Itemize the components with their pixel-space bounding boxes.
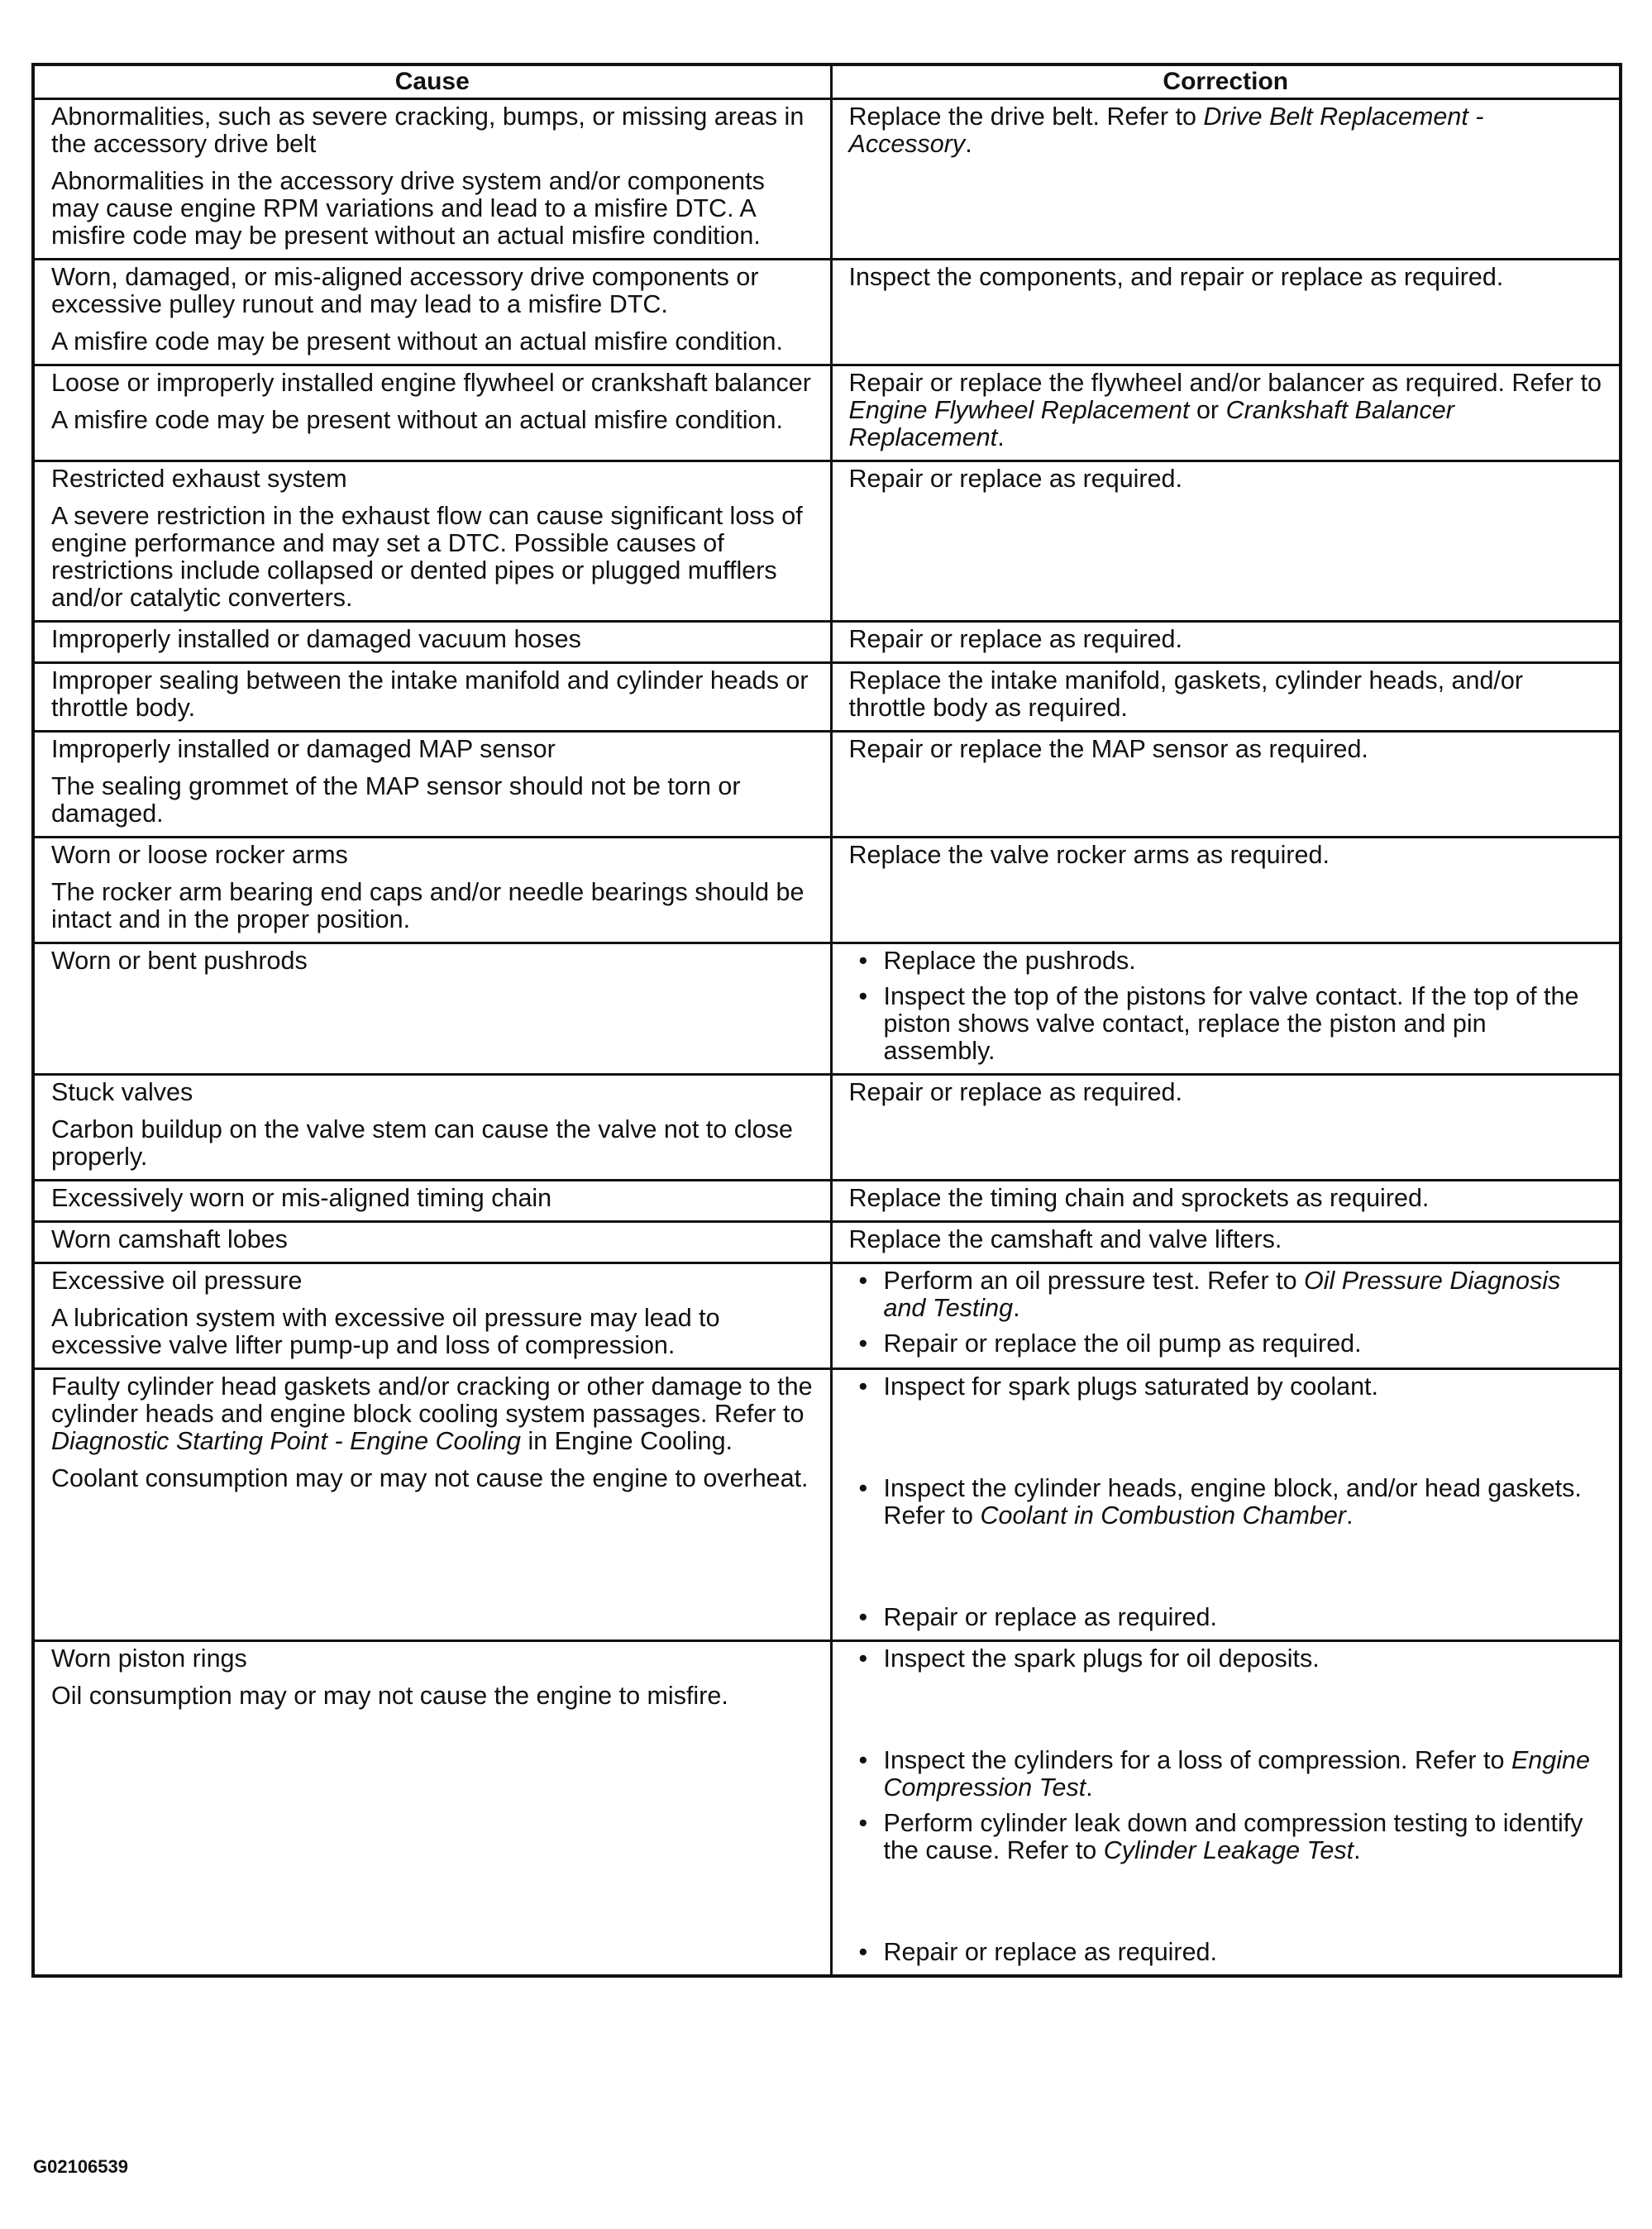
table-row xyxy=(33,622,1621,663)
list-item xyxy=(884,1267,1605,1322)
cause-title: Worn, damaged, or mis-aligned accessory drive components or excessive pulley runout and may lead to a misfire DTC. xyxy=(51,263,759,318)
bullet-text: Perform an oil pressure test. Refer to xyxy=(883,1267,1305,1295)
reference-link[interactable]: Drive Belt Replacement - Accessory xyxy=(848,103,1484,158)
cause-cell xyxy=(33,99,831,260)
cause-note: Carbon buildup on the valve stem can cause the valve not to close properly. xyxy=(51,1115,793,1171)
cause-title: Excessively worn or mis-aligned timing chain xyxy=(51,1184,552,1212)
cause-note: The rocker arm bearing end caps and/or needle bearings should be intact and in the proper position. xyxy=(51,878,805,933)
spacer xyxy=(884,1873,1605,1931)
cause-title: Abnormalities, such as severe cracking, bumps, or missing areas in the accessory drive belt xyxy=(51,103,805,158)
list-item: • Replace the pushrods. xyxy=(884,947,1605,975)
cause-note: A lubrication system with excessive oil pressure may lead to excessive valve lifter pump-up and loss of compression. xyxy=(51,1304,720,1359)
cause-tail: in Engine Cooling. xyxy=(520,1427,733,1455)
correction-cell xyxy=(831,943,1621,1075)
table-row xyxy=(33,1181,1621,1222)
spacer xyxy=(884,1538,1605,1596)
reference-link[interactable]: Engine Compression Test xyxy=(883,1746,1590,1802)
cause-note: The sealing grommet of the MAP sensor should not be torn or damaged. xyxy=(51,772,741,828)
correction-cell: Repair or replace as required. xyxy=(831,1075,1621,1181)
cause-title: Excessive oil pressure xyxy=(51,1267,303,1295)
correction-cell: Repair or replace the MAP sensor as required. xyxy=(831,732,1621,838)
cause-title: Stuck valves xyxy=(51,1078,193,1106)
list-item xyxy=(884,1747,1605,1802)
reference-link[interactable]: Crankshaft Balancer Replacement xyxy=(848,396,1454,451)
spacer xyxy=(884,1681,1605,1739)
cause-cell xyxy=(33,365,831,461)
cause-title: Improper sealing between the intake manifold and cylinder heads or throttle body. xyxy=(51,666,809,722)
cause-cell xyxy=(33,260,831,365)
cause-note: Abnormalities in the accessory drive system and/or components may cause engine RPM variations and lead to a misfire DTC. A misfire code may be present without an actual misfire condition. xyxy=(51,167,765,250)
correction-list xyxy=(849,1373,1605,1631)
table-row xyxy=(33,732,1621,838)
cause-cell xyxy=(33,838,831,943)
list-item xyxy=(884,1475,1605,1530)
cause-cell xyxy=(33,1641,831,1977)
list-item: • Inspect for spark plugs saturated by coolant. xyxy=(884,1373,1605,1401)
table-row xyxy=(33,365,1621,461)
reference-link[interactable]: Oil Pressure Diagnosis and Testing xyxy=(883,1267,1561,1322)
list-item: • Repair or replace the oil pump as required. xyxy=(884,1330,1605,1358)
cause-cell xyxy=(33,732,831,838)
table-row xyxy=(33,461,1621,622)
cause-title: Worn or bent pushrods xyxy=(51,947,308,975)
correction-cell xyxy=(831,1369,1621,1641)
cause-cell xyxy=(33,663,831,732)
bullet-text: Inspect the cylinder heads, engine block, and/or head gaskets. Refer to xyxy=(883,1474,1582,1530)
cause-title xyxy=(51,1373,815,1455)
table-row xyxy=(33,260,1621,365)
cause-correction-table xyxy=(31,63,1622,1978)
reference-link[interactable]: Engine Flywheel Replacement xyxy=(848,396,1190,424)
bullet-text: Inspect the cylinders for a loss of compression. Refer to xyxy=(883,1746,1511,1774)
cause-cell xyxy=(33,1222,831,1263)
correction-cell: Inspect the components, and repair or replace as required. xyxy=(831,260,1621,365)
cause-note: A severe restriction in the exhaust flow can cause significant loss of engine performance and may set a DTC. Possible causes of restrictions include collapsed or dented pipes or plugged mufflers and/or catalytic converters. xyxy=(51,502,803,612)
correction-cell: Repair or replace as required. xyxy=(831,622,1621,663)
cause-cell xyxy=(33,461,831,622)
cause-cell xyxy=(33,1263,831,1369)
list-item xyxy=(884,1810,1605,1864)
list-item: • Inspect the spark plugs for oil deposits. xyxy=(884,1645,1605,1673)
list-item: • Repair or replace as required. xyxy=(884,1939,1605,1966)
correction-tail: . xyxy=(997,423,1005,451)
reference-link[interactable]: Diagnostic Starting Point - Engine Cooling xyxy=(51,1427,521,1455)
table-row xyxy=(33,1641,1621,1977)
cause-title: Worn or loose rocker arms xyxy=(51,841,348,869)
bullet-tail: . xyxy=(1345,1501,1354,1530)
correction-cell: Replace the intake manifold, gaskets, cylinder heads, and/or throttle body as required. xyxy=(831,663,1621,732)
bullet-text: Perform cylinder leak down and compression testing to identify the cause. Refer to xyxy=(883,1809,1583,1864)
correction-text: Replace the drive belt. Refer to xyxy=(848,103,1204,131)
bullet-tail: . xyxy=(1354,1836,1361,1864)
reference-link[interactable]: Coolant in Combustion Chamber xyxy=(980,1501,1346,1530)
correction-cell xyxy=(831,1263,1621,1369)
cause-title: Worn piston rings xyxy=(51,1644,247,1673)
list-item: • Repair or replace as required. xyxy=(884,1604,1605,1631)
table-row xyxy=(33,663,1621,732)
cause-cell xyxy=(33,1181,831,1222)
column-header-cause: Cause xyxy=(33,64,831,99)
cause-note: Coolant consumption may or may not cause the engine to overheat. xyxy=(51,1464,809,1492)
table-row xyxy=(33,1222,1621,1263)
cause-note: A misfire code may be present without an actual misfire condition. xyxy=(51,327,783,356)
cause-title: Improperly installed or damaged vacuum hoses xyxy=(51,625,581,653)
table-row xyxy=(33,838,1621,943)
table-row xyxy=(33,943,1621,1075)
column-header-correction: Correction xyxy=(831,64,1621,99)
correction-cell: Replace the valve rocker arms as required. xyxy=(831,838,1621,943)
table-row xyxy=(33,1369,1621,1641)
correction-cell: Replace the camshaft and valve lifters. xyxy=(831,1222,1621,1263)
cause-title: Restricted exhaust system xyxy=(51,465,347,493)
cause-note: A misfire code may be present without an actual misfire condition. xyxy=(51,406,783,434)
cause-title: Worn camshaft lobes xyxy=(51,1225,288,1253)
correction-cell: Replace the timing chain and sprockets as required. xyxy=(831,1181,1621,1222)
figure-code: G02106539 xyxy=(33,2156,128,2177)
cause-cell xyxy=(33,1369,831,1641)
correction-cell xyxy=(831,99,1621,260)
correction-text: Repair or replace the flywheel and/or balancer as required. Refer to xyxy=(848,369,1602,397)
correction-list xyxy=(849,1267,1605,1358)
correction-mid: or xyxy=(1189,396,1226,424)
header-row xyxy=(33,64,1621,99)
cause-cell xyxy=(33,943,831,1075)
reference-link[interactable]: Cylinder Leakage Test xyxy=(1103,1836,1354,1864)
correction-cell xyxy=(831,1641,1621,1977)
cause-text: Faulty cylinder head gaskets and/or cracking or other damage to the cylinder heads and engine block cooling system passages. Refer to xyxy=(51,1372,813,1428)
table-row xyxy=(33,1263,1621,1369)
cause-title: Improperly installed or damaged MAP sensor xyxy=(51,735,556,763)
correction-cell: Repair or replace as required. xyxy=(831,461,1621,622)
bullet-tail: . xyxy=(1013,1294,1020,1322)
cause-cell xyxy=(33,1075,831,1181)
cause-title: Loose or improperly installed engine flywheel or crankshaft balancer xyxy=(51,369,811,397)
bullet-tail: . xyxy=(1086,1773,1093,1802)
correction-tail: . xyxy=(965,130,972,158)
cause-note: Oil consumption may or may not cause the engine to misfire. xyxy=(51,1682,728,1710)
list-item: • Inspect the top of the pistons for valve contact. If the top of the piston shows valve contact, replace the piston and pin assembly. xyxy=(884,983,1605,1065)
table-row xyxy=(33,1075,1621,1181)
table-row xyxy=(33,99,1621,260)
correction-list xyxy=(849,1645,1605,1966)
spacer xyxy=(884,1409,1605,1467)
cause-cell xyxy=(33,622,831,663)
correction-list xyxy=(849,947,1605,1065)
correction-cell xyxy=(831,365,1621,461)
